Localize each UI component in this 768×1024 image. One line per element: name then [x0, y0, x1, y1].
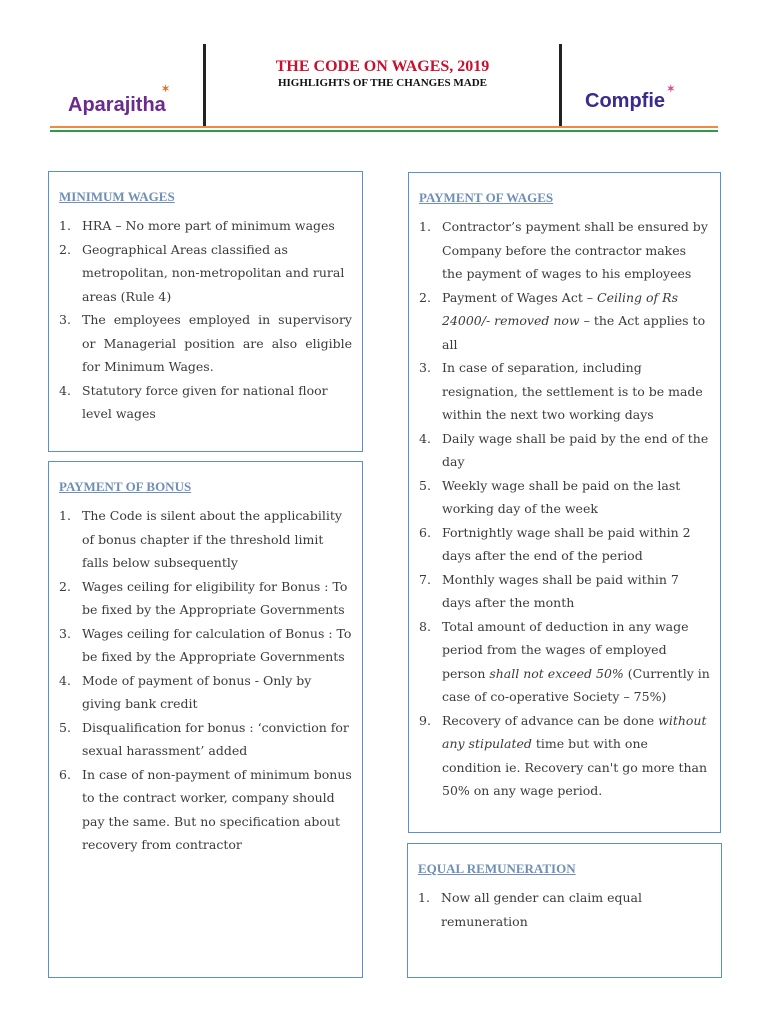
item-number: 9. — [419, 712, 431, 728]
equal-remuneration-box — [407, 843, 722, 978]
list-item — [419, 474, 710, 521]
item-number: 8. — [419, 618, 431, 634]
list-item — [419, 427, 710, 474]
item-text-emphasis: without any stipulated — [442, 712, 707, 751]
item-text: Daily wage shall be paid by the end of the day — [442, 430, 709, 469]
header-divider-right — [559, 44, 562, 127]
item-text: Recovery of advance can be done — [442, 712, 659, 728]
header-rule-orange — [50, 126, 718, 128]
payment-of-wages-heading: PAYMENT OF WAGES — [419, 190, 554, 205]
minimum-wages-box — [48, 171, 363, 452]
item-text: The Code is silent about the applicability of bonus chapter if the threshold limit falls below subsequently — [82, 508, 342, 570]
item-text: (Currently in case of co-operative Society – 75%) — [442, 665, 710, 704]
list-item — [419, 356, 710, 427]
compfie-logo — [585, 84, 675, 113]
compfie-logo-text: Compfie — [585, 90, 665, 112]
item-number: 3. — [59, 625, 71, 641]
minimum-wages-heading: MINIMUM WAGES — [59, 189, 175, 204]
item-number: 2. — [419, 289, 431, 305]
item-text-emphasis: shall not exceed 50% — [489, 665, 624, 681]
item-text: Statutory force given for national floor level wages — [82, 382, 328, 421]
item-number: 1. — [419, 219, 431, 234]
item-number: 3. — [419, 360, 431, 375]
item-number: 6. — [59, 766, 71, 782]
item-text: Total amount of deduction in any wage period from the wages of employed person — [442, 618, 689, 681]
list-item — [59, 238, 352, 309]
item-number: 5. — [59, 719, 71, 735]
list-item — [59, 575, 352, 622]
item-text: Geographical Areas classified as metropolitan, non-metropolitan and rural areas (Rule 4) — [82, 241, 345, 304]
item-number: 6. — [419, 524, 431, 540]
payment-of-wages-list — [419, 215, 710, 803]
list-item — [59, 622, 352, 669]
item-text: Contractor’s payment shall be ensured by Company before the contractor makes the payment of wages to his employees — [442, 219, 708, 281]
list-item — [419, 615, 710, 709]
equal-remuneration-heading: EQUAL REMUNERATION — [418, 861, 576, 876]
list-item — [59, 669, 352, 716]
item-text: Weekly wage shall be paid on the last working day of the week — [442, 477, 681, 516]
item-text: Wages ceiling for eligibility for Bonus : To be fixed by the Appropriate Governments — [82, 578, 348, 617]
list-item — [59, 308, 352, 379]
aparajitha-logo — [68, 84, 170, 117]
payment-of-bonus-list — [59, 504, 352, 857]
item-text: Mode of payment of bonus - Only by giving bank credit — [82, 672, 312, 711]
minimum-wages-list — [59, 214, 352, 426]
list-item — [59, 763, 352, 857]
item-text: time but with one condition ie. Recovery can't go more than 50% on any wage period. — [442, 736, 708, 798]
item-number: 5. — [419, 477, 431, 493]
item-number: 4. — [59, 382, 71, 398]
spark-icon: ✶ — [161, 84, 170, 95]
item-text: Monthly wages shall be paid within 7 days after the month — [442, 571, 679, 610]
item-number: 1. — [418, 890, 430, 905]
list-item — [59, 214, 352, 238]
item-text: HRA – No more part of minimum wages — [82, 218, 335, 233]
item-text: The employees employed in supervisory or Managerial position are also eligible for Minimum Wages. — [82, 312, 352, 374]
item-text: Now all gender can claim equal remuneration — [441, 890, 643, 929]
item-number: 1. — [59, 218, 71, 233]
item-number: 4. — [59, 672, 71, 688]
list-item — [419, 709, 710, 803]
payment-of-wages-box — [408, 172, 721, 833]
list-item — [419, 568, 710, 615]
page-subtitle: HIGHLIGHTS OF THE CHANGES MADE — [277, 77, 488, 89]
item-text: In case of separation, including resignation, the settlement is to be made within the next two working days — [442, 360, 703, 422]
list-item — [418, 886, 711, 933]
item-number: 1. — [59, 508, 71, 523]
list-item — [419, 215, 710, 286]
list-item — [419, 521, 710, 568]
payment-of-bonus-heading: PAYMENT OF BONUS — [59, 479, 192, 494]
spark-icon: ✶ — [666, 84, 675, 95]
page-title: THE CODE ON WAGES, 2019 — [275, 58, 490, 75]
list-item — [59, 379, 352, 426]
list-item — [59, 716, 352, 763]
equal-remuneration-list — [418, 886, 711, 933]
item-number: 7. — [419, 571, 431, 587]
item-number: 2. — [59, 241, 71, 257]
header-rule-green — [50, 130, 718, 132]
item-number: 4. — [419, 430, 431, 446]
item-text-emphasis: Ceiling of Rs 24000/- removed now — [442, 289, 678, 328]
aparajitha-logo-text: Aparajitha — [68, 94, 166, 116]
item-number: 3. — [59, 312, 71, 327]
payment-of-bonus-box — [48, 461, 363, 978]
item-text: Wages ceiling for calculation of Bonus : To be fixed by the Appropriate Governments — [82, 625, 352, 664]
list-item — [59, 504, 352, 575]
item-text: Payment of Wages Act – — [442, 289, 598, 305]
list-item — [419, 286, 710, 357]
item-text: Fortnightly wage shall be paid within 2 days after the end of the period — [442, 524, 691, 563]
item-text: – the Act applies to all — [442, 313, 706, 352]
item-number: 2. — [59, 578, 71, 594]
item-text: In case of non-payment of minimum bonus to the contract worker, company should pay the same. But no specification about recovery from contractor — [82, 766, 352, 852]
item-text: Disqualification for bonus : ‘conviction for sexual harassment’ added — [82, 719, 349, 758]
